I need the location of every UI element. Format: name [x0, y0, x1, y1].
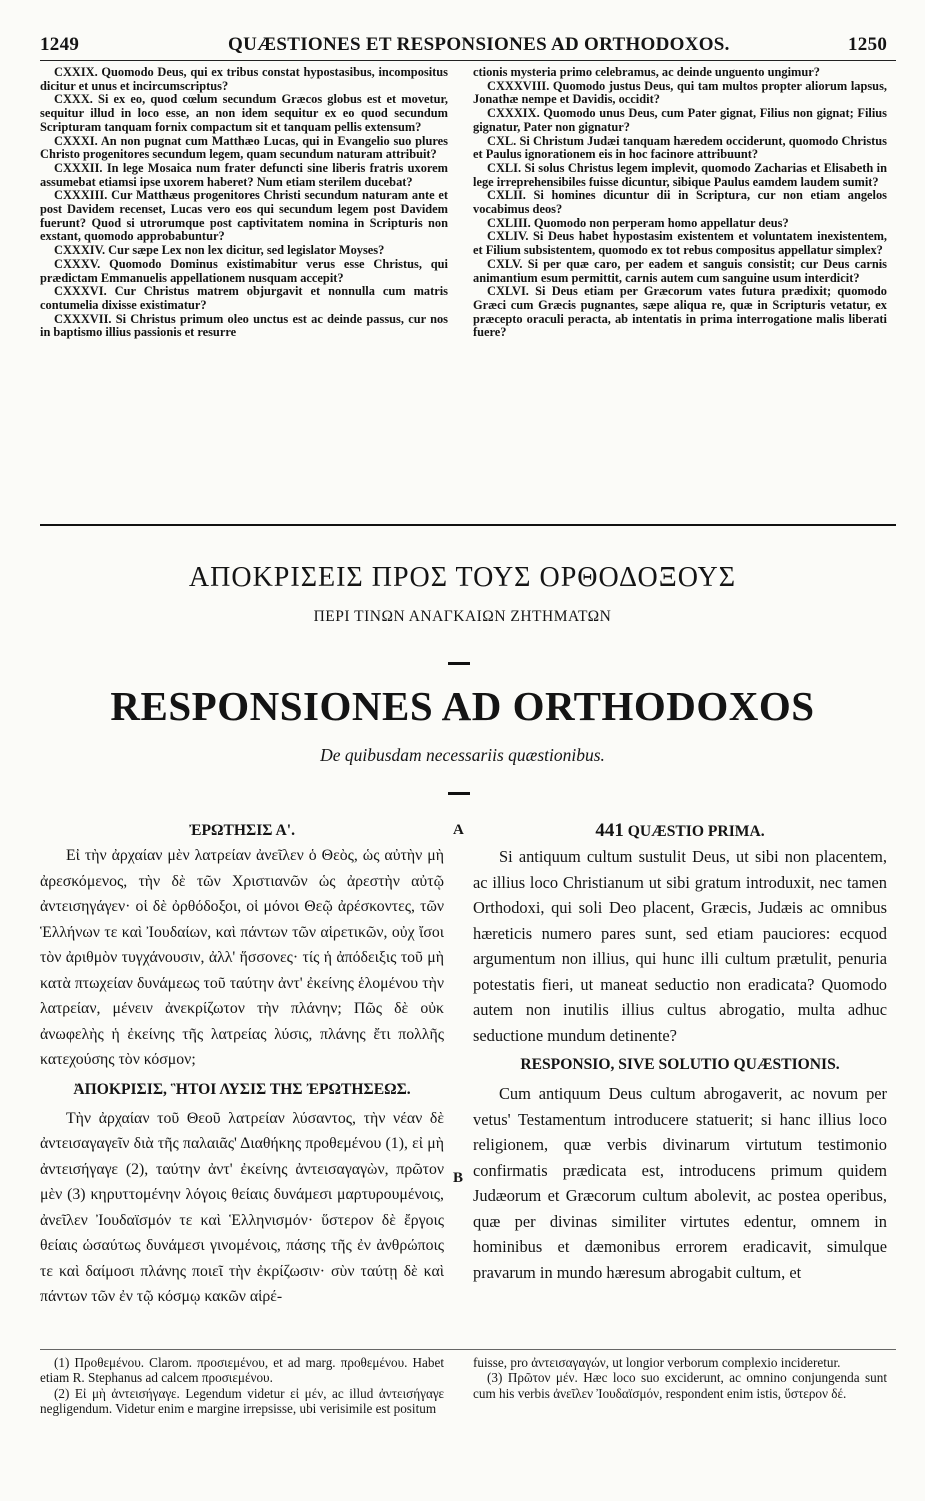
latin-main-title: RESPONSIONES AD ORTHODOXOS — [110, 683, 815, 729]
margin-letter-b: B — [453, 1170, 464, 1186]
index-entry: CXLIII. Quomodo non perperam homo appellatur deus? — [487, 215, 789, 230]
latin-subtitle: De quibusdam necessariis quæstionibus. — [320, 745, 605, 765]
index-entry: CXXXVI. Cur Christus matrem objurgavit et nonnulla cum matris contumelia dixisse existimatur? — [40, 284, 448, 312]
index-entry: CXXXIII. Cur Matthæus progenitores Christi secundum naturam ante et post Davidem recenset, Lucas vero eos qui secundum legem post Davidem fuerunt? Quod si utrorumque post captivitatem nomina in Scripturis non exstant, quomodo approbabuntur? — [40, 188, 448, 244]
index-entry: CXLII. Si homines dicuntur dii in Scriptura, cur non etiam angelos vocabimus deos? — [473, 188, 887, 217]
index-entry: CXXXVII. Si Christus primum oleo unctus est ac deinde passus, cur nos in baptismo illius passionis et resurre — [40, 311, 448, 340]
greek-question-text: Εἰ τὴν ἀρχαίαν μὲν λατρείαν ἀνεῖλεν ὁ Θεὸς, ὡς αὐτὴν μὴ ἀρεσκόμενος, τὴν δὲ τῶν Χριστιανῶν ὡς ἀρεστὴν αὐτῷ ἀντεισηγάγεν· οἱ δὲ ὀρθόδοξοι, οἱ μόνοι Θεῷ ἀρέσκοντες, τῶν Ἑλλήνων τε καὶ Ἰουδαίων, καὶ πάντων τῶν αἱρετικῶν, οὐχ ἴσοι τὸν ἀριθμὸν τυγχάνουσιν, ἀλλ' ἥσσονες· τίς ἡ ἀπόδειξις τοῦ μὴ κατὰ πτωχείαν δυνάμεως τοῦ ταύτην ἀντ' ἐκείνης ἑλομένου τὴν λατρείαν, μένειν ἀνεκρίζωτον τὴν πλάνην; Πῶς δὲ οὐκ ἀνωφελὴς ἡ ἐκείνης τῆς λατρείας λύσις, πλάνης ἔτι πολλῆς κατεχούσης τὸν κόσμον; — [40, 847, 444, 1068]
latin-text-column — [473, 818, 887, 1282]
footnotes-right — [473, 1355, 887, 1485]
index-entry: CXXIX. Quomodo Deus, qui ex tribus constat hypostasibus, incompositus dicitur et unus et incircumscriptus? — [40, 65, 448, 93]
index-entry: CXL. Si Christum Judæi tanquam hæredem occiderunt, quomodo Christus et Paulus ignorationem eis in hoc facinore attribuunt? — [473, 133, 887, 162]
margin-letter-a: A — [453, 822, 464, 838]
index-entry: CXXXV. Quomodo Dominus existimabitur verus esse Christus, qui prædictam Emmanuelis appellationem nusquam accepit? — [40, 256, 448, 285]
title-dash — [448, 792, 470, 795]
latin-answer-heading: RESPONSIO, SIVE SOLUTIO QUÆSTIONIS. — [520, 1056, 840, 1073]
index-entry: CXXXIV. Cur sæpe Lex non lex dicitur, sed legislator Moyses? — [54, 243, 385, 258]
index-entry: CXLV. Si per quæ caro, per eadem et sanguis consistit; cur Deus carnis animantium esum permittit, carnis autem cum sanguine usum interdicit? — [473, 256, 887, 285]
index-entry: CXXXI. An non pugnat cum Matthæo Lucas, qui in Evangelio suo plures Christo progenitores secundum legem, quam secundum naturam attribuit? — [40, 133, 448, 162]
index-entry: CXXX. Si ex eo, quod cœlum secundum Græcos globus est et movetur, sequitur illud in loco esse, an non idem sequitur ex eo quod secundum Scripturam tanquam fornix compactum sit et tanquam pellis extensum? — [40, 92, 448, 134]
column-number: 441 — [595, 820, 624, 841]
index-entry: CXLIV. Si Deus habet hypostasim existentem et voluntatem inexistentem, et Filium subsistentem, quomodo ex tot rebus compositus appellatur simplex? — [473, 229, 887, 258]
page-number-right: 1250 — [848, 34, 888, 55]
index-entry: CXXXIX. Quomodo unus Deus, cum Pater gignat, Filius non gignat; Filius gignatur, Pater non gignatur? — [473, 106, 887, 134]
greek-answer-heading: ἈΠΟΚΡΙΣΙΣ, ἫΤΟΙ ΛΥΣΙΣ ΤΗΣ ἘΡΩΤΗΣΕΩΣ. — [73, 1080, 411, 1098]
latin-question-title: QUÆSTIO PRIMA. — [627, 823, 765, 840]
greek-main-title: ΑΠΟΚΡΙΣΕΙΣ ΠΡΟΣ ΤΟΥΣ ΟΡΘΟΔΟΞΟΥΣ — [188, 562, 737, 593]
footnotes-left — [40, 1355, 444, 1485]
greek-subtitle: ΠΕΡΙ ΤΙΝΩΝ ΑΝΑΓΚΑΙΩΝ ΖΗΤΗΜΑΤΩΝ — [313, 608, 612, 625]
latin-question-heading — [473, 818, 887, 844]
latin-answer-text: Cum antiquum Deus cultum abrogaverit, ac novum per vetus' Testamentum introducere statuerit; si hanc illius loco religionem, quæ verbis divinarum virtutum testimonio confirmatis prædicata est, introducens primum quidem Judæorum et Græcorum cultum abolevit, ac postea operibus, quæ per divinas similiter virtutes edentur, omnem in hominibus et dæmonibus errorem eradicavit, simulque pravarum in mundo hæresum abrogabit cultum, et — [473, 1084, 887, 1282]
page-number-left: 1249 — [40, 34, 80, 55]
footnote: fuisse, pro ἀντεισαγαγών, ut longior verborum complexio incideretur. — [473, 1355, 841, 1370]
greek-question-heading: ἘΡΩΤΗΣΙΣ Α'. — [188, 822, 296, 839]
index-entry: CXLVI. Si Deus etiam per Græcorum vates futura prædixit; quomodo Græci cum Græcis pugnantes, sæpe aliqua re, quæ in Scripturis vetatur, ex præcepto oraculi peracta, ab intentatis in prima interrogatione malis liberati fuere? — [473, 284, 887, 340]
question-index-left — [40, 66, 448, 486]
greek-answer-text: Τὴν ἀρχαίαν τοῦ Θεοῦ λατρείαν λύσαντος, τὴν νέαν δὲ ἀντεισαγαγεῖν διὰ τῆς παλαιᾶς' Διαθήκης προθεμένου (1), εἰ μὴ ἀντεισήγαγε (2), ταύτην ἀντ' ἐκείνης ἀντεισαγαγὼν, πρῶτον μὲν (3) κηρυττομένην λόγοις θείαις δυνάμεσι μαρτυρουμένοις, ἀνεῖλεν Ἰουδαϊσμόν τε καὶ Ἑλληνισμόν· ὕστερον δὲ ἔργοις θείαις ὡσαύτως δυνάμεσι γινομένοις, πάσης τῆς ἐν ἀνθρώποις τε καὶ δαίμοσι πλάνης ποιεῖ τὴν ἐκρίζωσιν· σὺν ταύτῃ δὲ καὶ πάντων τῶν ἐν τῷ κόσμῳ κακῶν αἱρέ- — [40, 1109, 444, 1305]
index-entry: CXLI. Si solus Christus legem implevit, quomodo Zacharias et Elisabeth in lege irreprehensibiles fuisse dicuntur, sibique Paulus eamdem laudem sumit? — [473, 160, 887, 189]
greek-text-column — [40, 818, 444, 1305]
index-entry: CXXXII. In lege Mosaica num frater defuncti sine liberis fratris uxorem assumebat etiamsi ipse uxorem haberet? Num etiam sterilem ducebat? — [40, 160, 448, 189]
footnote: (1) Προθεμένου. Clarom. προσιεμένου, et ad marg. προθεμένου. Habet etiam R. Stephanus ad calcem προσιεμένου. — [40, 1355, 444, 1386]
header-rule — [40, 60, 896, 61]
footnote-rule — [40, 1349, 896, 1350]
latin-question-text: Si antiquum cultum sustulit Deus, ut sibi non placentem, ac illius loco Christianum ut sibi gratum introduxit, nec tamen Orthodoxi, qui soli Deo placent, Græcis, Judæis ac omnibus hæreticis numero pares sunt, sed etiam pauciores: ecquod argumentum non illius, qui hunc illi cultum prætulit, penuria potestatis fieri, ut maneat seductio non eradicata? Quomodo autem non inutilis illius cultus abrogatio, multa adhuc seductione mundum detinente? — [473, 847, 887, 1045]
index-entry: ctionis mysteria primo celebramus, ac deinde unguento ungimur? — [473, 65, 820, 79]
section-divider — [40, 524, 896, 526]
question-index-right — [473, 66, 887, 486]
footnote: (2) Εἰ μὴ ἀντεισήγαγε. Legendum videtur εἰ μέν, ac illud ἀντεισήγαγε negligendum. Videtur enim e margine irrepsisse, ubi verisimile est positum — [40, 1385, 444, 1416]
footnote: (3) Πρῶτον μέν. Hæc loco suo exciderunt, ac omnino conjungenda sunt cum his verbis ἀνεῖλεν Ἰουδαϊσμόν, respondent enim istis, ὕστερον δέ. — [473, 1370, 887, 1401]
title-dash — [448, 662, 470, 665]
index-entry: CXXXVIII. Quomodo justus Deus, qui tam multos propter aliorum lapsus, Jonathæ nempe et Davidis, occidit? — [473, 78, 887, 107]
running-title: QUÆSTIONES ET RESPONSIONES AD ORTHODOXOS. — [228, 34, 730, 55]
